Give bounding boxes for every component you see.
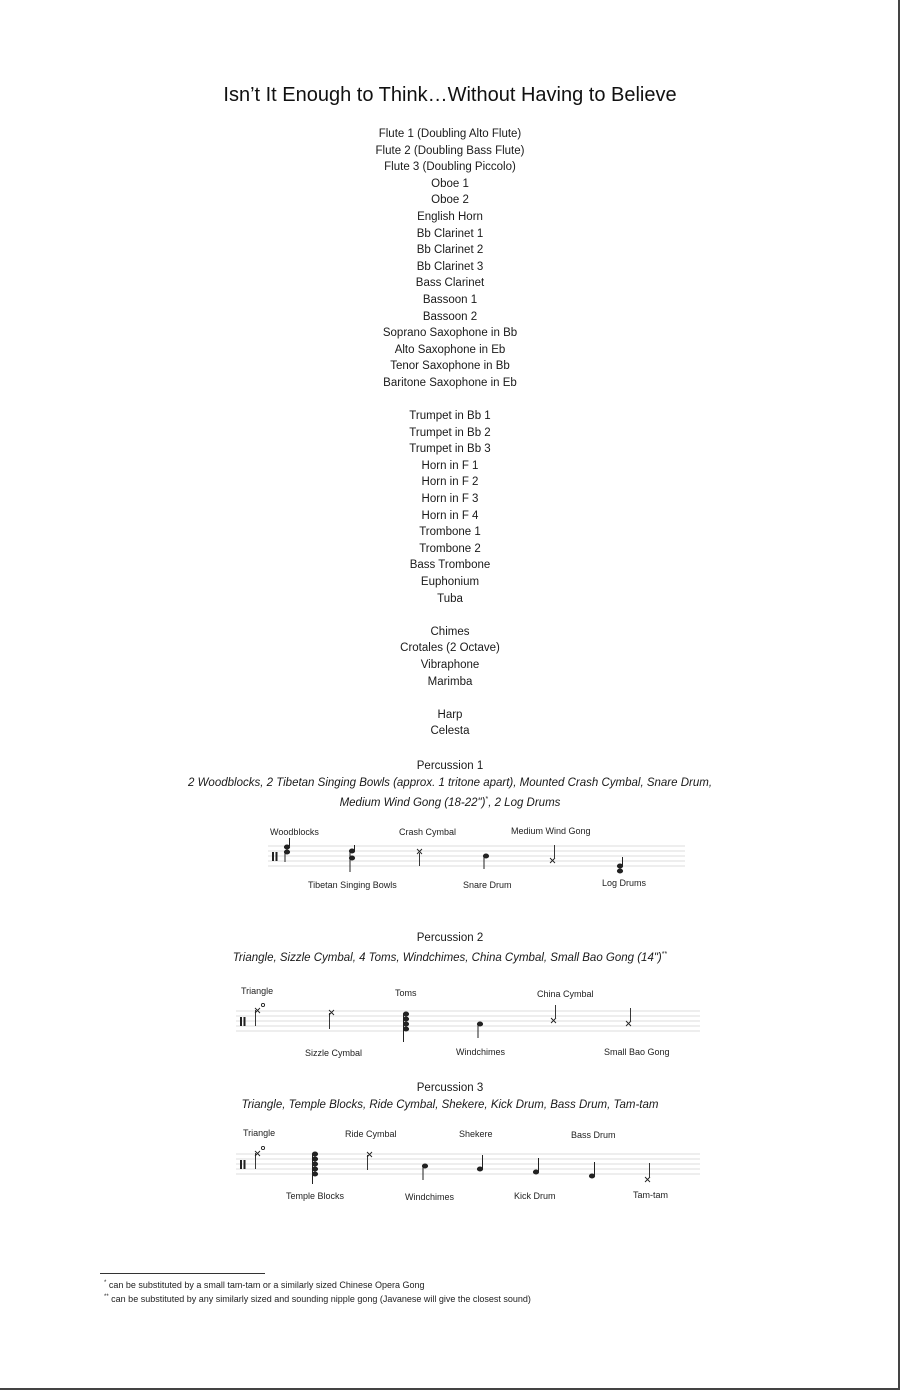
percussion-3-staff	[236, 1154, 700, 1174]
legend-label-medium-wind-gong: Medium Wind Gong	[511, 826, 591, 836]
footnote-marker: **	[661, 951, 668, 958]
percussion-clef	[272, 852, 278, 861]
instrument-item: Trumpet in Bb 1	[409, 410, 491, 423]
percussion-1-staff	[268, 846, 685, 866]
instrument-item: Marimba	[427, 675, 473, 688]
instrument-item: Horn in F 4	[421, 509, 479, 522]
instrument-item: Horn in F 1	[421, 459, 479, 472]
instrument-item: English Horn	[417, 210, 483, 223]
instrument-item: Bb Clarinet 1	[416, 227, 484, 240]
toms-notes	[403, 1012, 408, 1042]
instrument-item: Trumpet in Bb 2	[409, 426, 491, 439]
percussion-2-heading: Percussion 2	[416, 932, 484, 944]
instrument-list	[0, 126, 900, 740]
instrument-item: Bb Clarinet 3	[416, 260, 484, 273]
instrument-item: Bassoon 2	[422, 310, 478, 323]
china-cymbal-note	[551, 1005, 556, 1023]
percussion-1-desc-line2-end: , 2 Log Drums	[488, 796, 561, 809]
instrument-item: Flute 1 (Doubling Alto Flute)	[378, 128, 522, 140]
percussion-1-desc-line1: 2 Woodblocks, 2 Tibetan Singing Bowls (approx. 1 tritone apart), Mounted Crash Cymbal, Snare Drum,	[187, 777, 713, 789]
footnote-separator	[100, 1273, 265, 1274]
legend-label-triangle: Triangle	[241, 986, 274, 996]
instrument-item: Celesta	[430, 725, 470, 738]
small-bao-gong-note	[626, 1008, 631, 1026]
percussion-1-description	[140, 775, 760, 811]
percussion-clef	[240, 1160, 246, 1169]
instrument-item: Trumpet in Bb 3	[409, 443, 491, 456]
percussion-1-desc-line2: Medium Wind Gong (18-22")	[339, 796, 486, 809]
ride-cymbal-note	[367, 1152, 372, 1170]
footnote-1-mark: *	[104, 1280, 107, 1286]
instrument-item: Horn in F 3	[421, 493, 479, 506]
crash-cymbal-note	[417, 849, 422, 866]
percussion-2-desc-line1: Triangle, Sizzle Cymbal, 4 Toms, Windchimes, China Cymbal, Small Bao Gong (14")	[232, 951, 662, 964]
instrument-item: Oboe 1	[431, 177, 469, 190]
instrument-item: Bass Trombone	[409, 559, 491, 572]
temple-blocks-notes	[312, 1152, 317, 1184]
tam-tam-note	[645, 1163, 650, 1182]
instrument-item: Flute 3 (Doubling Piccolo)	[384, 161, 516, 174]
footnote-2	[104, 1294, 531, 1304]
legend-label-ride-cymbal: Ride Cymbal	[345, 1129, 397, 1139]
instrument-item: Horn in F 2	[421, 476, 479, 489]
legend-label-windchimes: Windchimes	[456, 1047, 506, 1057]
instrument-item: Tuba	[437, 592, 463, 605]
legend-label-kick-drum: Kick Drum	[514, 1191, 556, 1201]
legend-label-bass-drum: Bass Drum	[571, 1130, 616, 1140]
instrument-item: Soprano Saxophone in Bb	[382, 327, 518, 340]
legend-label-temple-blocks: Temple Blocks	[286, 1191, 345, 1201]
legend-label-woodblocks: Woodblocks	[270, 827, 319, 837]
footnote-2-mark: **	[104, 1294, 109, 1300]
legend-label-sizzle-cymbal: Sizzle Cymbal	[305, 1048, 363, 1058]
singing-bowls-notes	[349, 845, 354, 872]
legend-label-toms: Toms	[395, 988, 417, 998]
instrument-item: Bass Clarinet	[415, 277, 485, 290]
footnote-2-text: can be substituted by any similarly sized and sounding nipple gong (Javanese will give the closest sound)	[108, 1294, 531, 1304]
legend-label-windchimes: Windchimes	[405, 1192, 455, 1202]
instrument-item: Flute 2 (Doubling Bass Flute)	[375, 144, 525, 157]
instrument-item: Trombone 2	[419, 542, 481, 555]
percussion-2-staff	[236, 1011, 700, 1031]
instrument-item: Chimes	[430, 625, 470, 638]
instrument-item: Alto Saxophone in Eb	[394, 343, 506, 356]
instrument-item: Crotales (2 Octave)	[400, 642, 500, 655]
legend-label-log-drums: Log Drums	[602, 878, 647, 888]
snare-drum-note	[483, 854, 488, 869]
percussion-3-heading: Percussion 3	[416, 1082, 484, 1094]
instrument-item: Bassoon 1	[422, 293, 478, 306]
instrument-item: Oboe 2	[431, 194, 469, 207]
page-title: Isn’t It Enough to Think…Without Having to Believe	[223, 84, 677, 106]
legend-label-shekere: Shekere	[459, 1129, 493, 1139]
woodblocks-notes	[284, 838, 289, 862]
footnote-marker: *	[485, 795, 489, 803]
percussion-clef	[240, 1017, 246, 1026]
triangle-note	[255, 1003, 265, 1026]
legend-label-triangle: Triangle	[243, 1128, 276, 1138]
instrument-item: Euphonium	[420, 576, 480, 589]
percussion-1-heading: Percussion 1	[416, 760, 484, 772]
percussion-3-desc-line1: Triangle, Temple Blocks, Ride Cymbal, Shekere, Kick Drum, Bass Drum, Tam-tam	[241, 1099, 659, 1111]
legend-label-tam-tam: Tam-tam	[633, 1190, 669, 1200]
instrument-item: Harp	[437, 708, 463, 721]
legend-label-tibetan-singing-bowls: Tibetan Singing Bowls	[308, 880, 397, 890]
instrument-item: Trombone 1	[419, 526, 481, 539]
legend-label-snare-drum: Snare Drum	[463, 880, 512, 890]
legend-label-small-bao-gong: Small Bao Gong	[604, 1047, 670, 1057]
windchimes-note	[477, 1022, 482, 1038]
triangle-note	[255, 1146, 265, 1169]
legend-label-china-cymbal: China Cymbal	[537, 989, 594, 999]
windchimes-note	[422, 1164, 427, 1180]
instrument-item: Vibraphone	[420, 659, 480, 671]
legend-label-crash-cymbal: Crash Cymbal	[399, 827, 457, 837]
shekere-note	[477, 1155, 482, 1171]
percussion-2-description	[140, 947, 760, 966]
wind-gong-note	[550, 845, 555, 863]
log-drums-notes	[617, 857, 622, 873]
percussion-3-description	[140, 1097, 760, 1114]
instrument-item: Baritone Saxophone in Eb	[383, 376, 517, 389]
bass-drum-note	[589, 1162, 594, 1178]
sizzle-cymbal-note	[329, 1010, 334, 1029]
footnote-1	[104, 1280, 424, 1290]
footnote-1-text: can be substituted by a small tam-tam or a similarly sized Chinese Opera Gong	[106, 1280, 425, 1290]
instrument-item: Tenor Saxophone in Bb	[390, 360, 510, 373]
instrument-item: Bb Clarinet 2	[416, 244, 484, 257]
kick-drum-note	[533, 1158, 538, 1174]
